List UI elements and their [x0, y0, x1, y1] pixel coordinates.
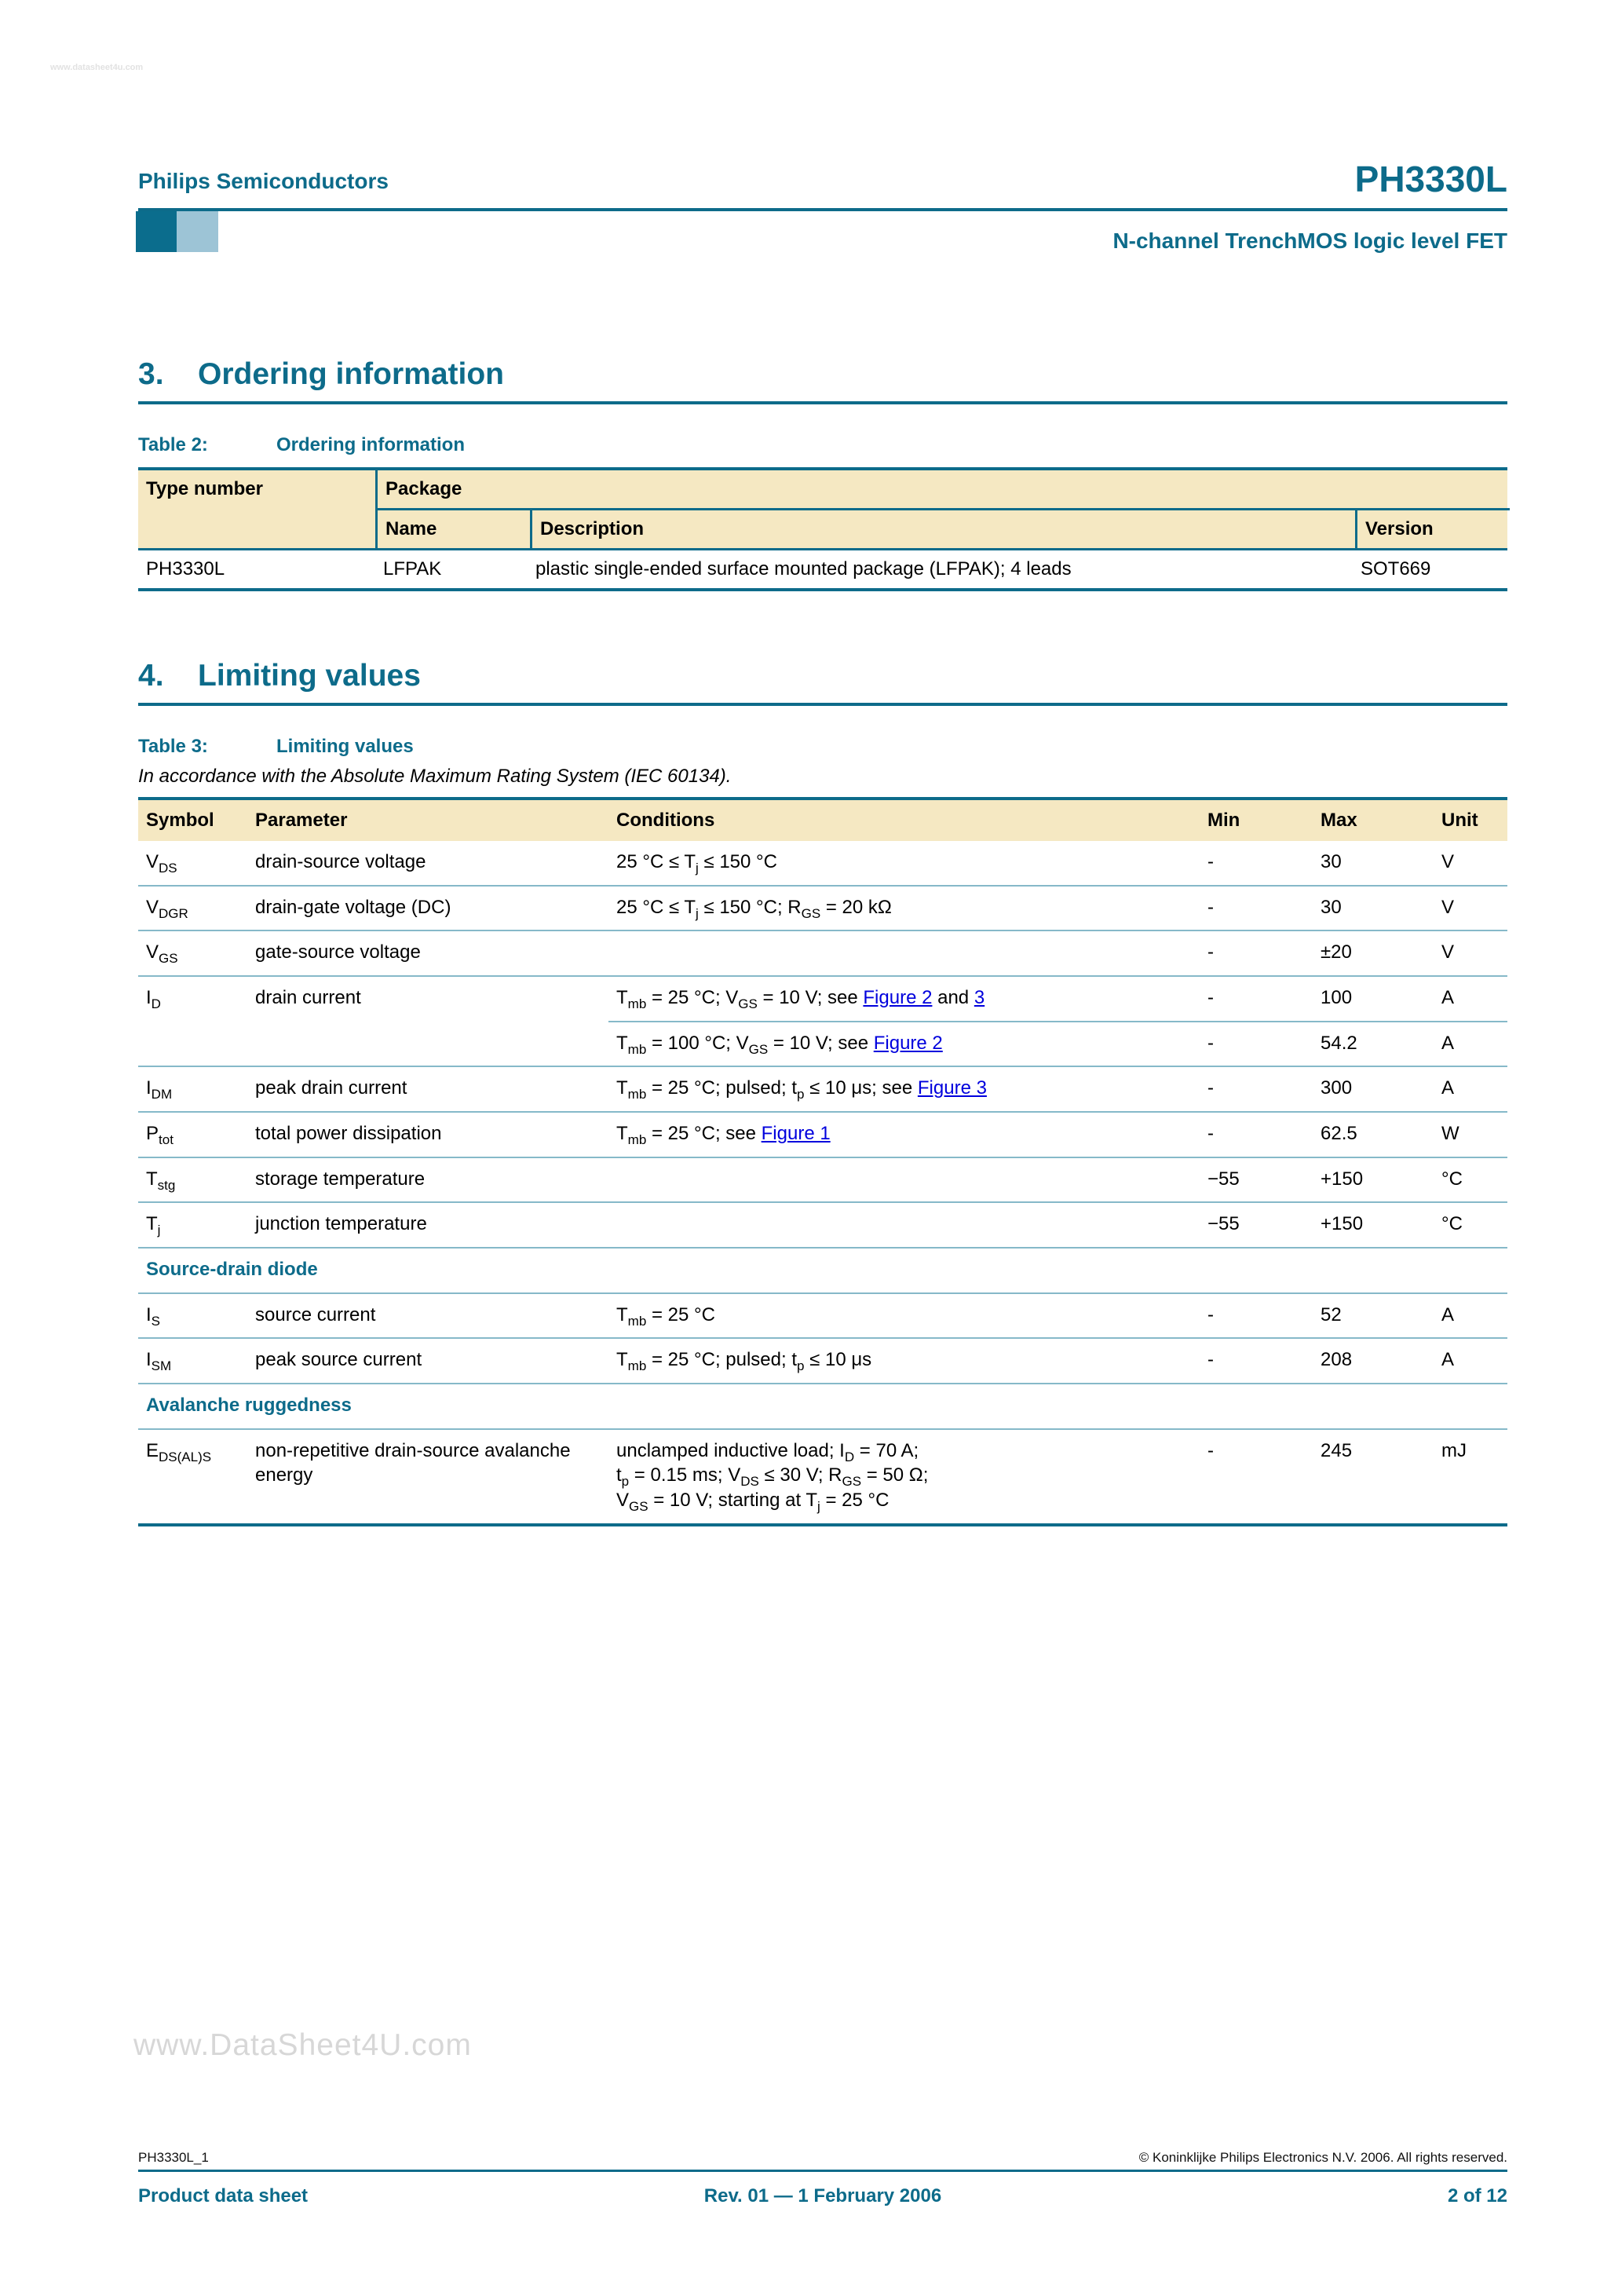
cell-max: 300 — [1321, 1077, 1353, 1099]
page-footer — [138, 2150, 1507, 2206]
cell-parameter: gate-source voltage — [255, 941, 421, 963]
cell-min: - — [1207, 1032, 1214, 1054]
ordering-information-table — [138, 467, 1507, 591]
table-row — [138, 548, 1507, 588]
table-row — [138, 841, 1507, 887]
cell-max: 30 — [1321, 896, 1342, 918]
table-row — [138, 1067, 1507, 1113]
cell-unit: V — [1441, 896, 1455, 918]
cell-symbol: $I_D$ — [146, 987, 161, 1011]
section-limiting-heading — [138, 659, 1507, 693]
copyright-notice: © Koninklijke Philips Electronics N.V. 2006. All rights reserved. — [1138, 2150, 1507, 2165]
figure-link[interactable]: Figure 3 — [917, 1077, 987, 1099]
logo-dark-square — [136, 211, 177, 252]
table-row — [138, 1158, 1507, 1204]
col-header-min: Min — [1207, 810, 1240, 831]
cell-max: 54.2 — [1321, 1032, 1357, 1054]
table3-title-text: Limiting values — [276, 736, 414, 757]
cell-version: SOT669 — [1361, 558, 1431, 579]
watermark-bottom: www.DataSheet4U.com — [133, 2028, 472, 2062]
cell-symbol: $I_{DM}$ — [146, 1077, 173, 1102]
table-row — [138, 977, 1507, 1067]
cell-max: 30 — [1321, 851, 1342, 872]
cell-parameter: drain current — [255, 987, 361, 1009]
cell-min: - — [1207, 987, 1214, 1009]
cell-symbol: $V_{GS}$ — [146, 941, 178, 967]
cell-unit: A — [1441, 987, 1455, 1009]
table3-section-header — [138, 1249, 1507, 1294]
condition-subrow — [608, 977, 1507, 1021]
cell-conditions — [608, 1203, 1200, 1247]
table-row — [138, 1113, 1507, 1158]
table-row — [138, 1203, 1507, 1249]
cell-conditions: $T_{mb} = 100$ °C; $V_{GS} = 10$ V; see Figure 2 — [616, 1032, 943, 1057]
cell-unit: V — [1441, 941, 1455, 963]
page-header — [138, 161, 1507, 197]
cell-symbol: $V_{DGR}$ — [146, 896, 188, 921]
cell-conditions: $T_{mb} = 25$ °C — [616, 1303, 715, 1329]
col-header-package: Package — [378, 470, 1510, 510]
cell-unit: mJ — [1441, 1439, 1467, 1461]
col-header-version: Version — [1355, 510, 1510, 548]
section-title: Ordering information — [198, 357, 504, 391]
condition-subrow — [608, 1021, 1507, 1066]
col-header-max: Max — [1321, 810, 1357, 831]
col-header-symbol: Symbol — [146, 810, 214, 831]
table3-header-row — [138, 800, 1507, 841]
cell-min: - — [1207, 1123, 1214, 1145]
cell-conditions: $T_{mb} = 25$ °C; $V_{GS} = 10$ V; see Figure 2 and 3 — [616, 987, 985, 1011]
cell-parameter: storage temperature — [255, 1168, 426, 1190]
cell-conditions — [608, 931, 1200, 975]
table-row — [138, 931, 1507, 977]
cell-unit: °C — [1441, 1213, 1463, 1235]
cell-unit: A — [1441, 1349, 1455, 1371]
condition-subrows — [608, 977, 1507, 1066]
section-header-label: Avalanche ruggedness — [146, 1395, 352, 1417]
cell-type-number: PH3330L — [146, 558, 225, 579]
section-ordering-heading — [138, 357, 1507, 392]
logo-light-square — [177, 211, 218, 252]
cell-conditions: 25 $^\circ C \le T_j \le 150$ °C; $R_{GS} = 20$ kΩ — [616, 896, 892, 921]
col-header-unit: Unit — [1441, 810, 1478, 831]
cell-symbol: $I_{SM}$ — [146, 1349, 172, 1374]
cell-conditions: unclamped inductive load; $I_D = 70$ A; $t_p = 0.15$ ms; $V_{DS} \le 30$ V; $R_{GS} = 50$ Ω; $V_{GS} = 10$ V; starting at $T_j = 25$ °C — [616, 1439, 929, 1514]
cell-min: - — [1207, 1303, 1214, 1325]
cell-symbol: $T_j$ — [146, 1213, 161, 1238]
cell-unit: A — [1441, 1032, 1455, 1054]
table2-title — [138, 434, 1507, 456]
cell-parameter: peak source current — [255, 1349, 422, 1371]
footer-revision: Rev. 01 — 1 February 2006 — [703, 2185, 942, 2206]
cell-unit: A — [1441, 1077, 1455, 1099]
watermark-top: www.datasheet4u.com — [50, 63, 144, 72]
cell-unit: V — [1441, 851, 1455, 872]
cell-min: - — [1207, 851, 1214, 872]
cell-symbol: $P_{tot}$ — [146, 1123, 174, 1147]
philips-logo-squares — [136, 211, 218, 252]
cell-symbol: $E_{DS(AL)S}$ — [146, 1439, 212, 1464]
col-header-conditions: Conditions — [616, 810, 715, 831]
cell-max: ±20 — [1321, 941, 1352, 963]
cell-conditions: $T_{mb} = 25$ °C; pulsed; $t_p \le 10$ μs — [616, 1349, 872, 1374]
cell-conditions: $T_{mb} = 25$ °C; see Figure 1 — [616, 1123, 831, 1147]
table3-title — [138, 736, 1507, 758]
document-id: PH3330L_1 — [138, 2150, 209, 2165]
table3-label: Table 3: — [138, 736, 208, 757]
cell-parameter: non-repetitive drain-source avalanche energy — [255, 1439, 571, 1486]
table2-label: Table 2: — [138, 434, 208, 455]
cell-max: +150 — [1321, 1168, 1364, 1190]
footer-doc-type: Product data sheet — [138, 2185, 309, 2206]
cell-package-name: LFPAK — [383, 558, 442, 579]
figure-link[interactable]: 3 — [974, 987, 985, 1009]
cell-parameter: source current — [255, 1303, 376, 1325]
footer-rule — [138, 2170, 1507, 2172]
figure-link[interactable]: Figure 1 — [761, 1123, 831, 1145]
limiting-values-table — [138, 797, 1507, 1526]
part-number: PH3330L — [1354, 159, 1507, 199]
cell-parameter: drain-gate voltage (DC) — [255, 896, 451, 918]
cell-min: - — [1207, 1349, 1214, 1371]
section-rule — [138, 401, 1507, 404]
cell-min: - — [1207, 941, 1214, 963]
cell-min: - — [1207, 896, 1214, 918]
table-row — [138, 1339, 1507, 1384]
section-title: Limiting values — [198, 659, 421, 693]
cell-min: - — [1207, 1077, 1214, 1099]
company-name: Philips Semiconductors — [138, 169, 389, 193]
col-header-description: Description — [530, 510, 1355, 548]
table-row — [138, 887, 1507, 932]
document-subtitle: N-channel TrenchMOS logic level FET — [1112, 229, 1507, 253]
cell-parameter: junction temperature — [255, 1213, 427, 1235]
section-header-label: Source-drain diode — [146, 1259, 318, 1281]
cell-description: plastic single-ended surface mounted package (LFPAK); 4 leads — [535, 558, 1072, 579]
cell-symbol: $V_{DS}$ — [146, 851, 177, 876]
cell-unit: A — [1441, 1303, 1455, 1325]
table-row — [138, 1294, 1507, 1340]
figure-link[interactable]: Figure 2 — [873, 1032, 943, 1054]
cell-symbol: $I_S$ — [146, 1303, 161, 1329]
cell-parameter: total power dissipation — [255, 1123, 442, 1145]
col-header-name: Name — [385, 518, 437, 539]
cell-max: 208 — [1321, 1349, 1353, 1371]
cell-symbol: $T_{stg}$ — [146, 1168, 176, 1193]
cell-conditions — [608, 1158, 1200, 1202]
table3-note: In accordance with the Absolute Maximum Rating System (IEC 60134). — [138, 766, 732, 787]
cell-conditions: $T_{mb} = 25$ °C; pulsed; $t_p \le 10$ μs; see Figure 3 — [616, 1077, 987, 1102]
section-number: 3. — [138, 357, 164, 391]
table2-title-text: Ordering information — [276, 434, 465, 455]
section-rule — [138, 703, 1507, 706]
col-header-parameter: Parameter — [255, 810, 348, 831]
cell-min: −55 — [1207, 1168, 1240, 1190]
cell-max: 100 — [1321, 987, 1353, 1009]
cell-parameter: drain-source voltage — [255, 851, 426, 872]
cell-max: +150 — [1321, 1213, 1364, 1235]
table-row — [138, 1430, 1507, 1526]
col-header-type-number: Type number — [146, 478, 263, 499]
cell-min: −55 — [1207, 1213, 1240, 1235]
cell-conditions: 25 $^\circ C \le T_j \le 150$ °C — [616, 851, 777, 876]
cell-unit: W — [1441, 1123, 1459, 1145]
cell-max: 52 — [1321, 1303, 1342, 1325]
section-number: 4. — [138, 659, 164, 693]
footer-page-number: 2 of 12 — [1447, 2185, 1507, 2206]
cell-max: 62.5 — [1321, 1123, 1357, 1145]
table3-body — [138, 841, 1507, 1526]
cell-parameter: peak drain current — [255, 1077, 407, 1099]
cell-unit: °C — [1441, 1168, 1463, 1190]
cell-min: - — [1207, 1439, 1214, 1461]
cell-max: 245 — [1321, 1439, 1353, 1461]
table3-section-header — [138, 1384, 1507, 1430]
figure-link[interactable]: Figure 2 — [863, 987, 933, 1009]
